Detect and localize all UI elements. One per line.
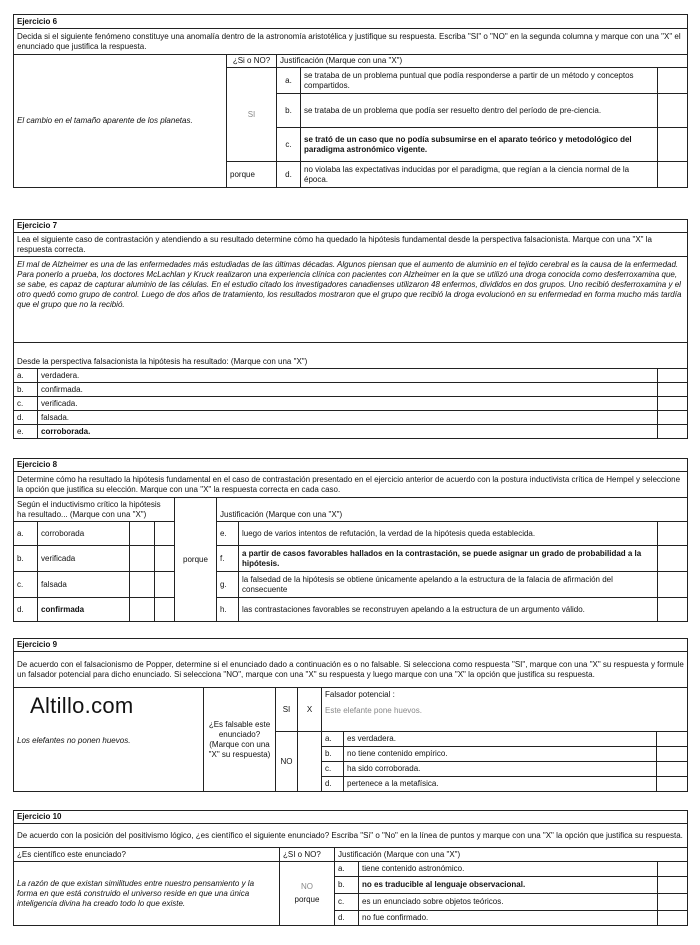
- justification-letter: g.: [217, 572, 239, 598]
- option-letter: c.: [277, 128, 301, 162]
- justification-text: luego de varios intentos de refutación, la verdad de la hipótesis queda establecida.: [239, 522, 658, 546]
- exercise-title: Ejercicio 9: [14, 639, 688, 652]
- mark-box[interactable]: [658, 128, 688, 162]
- option-letter: d.: [335, 911, 359, 926]
- mark-box[interactable]: [658, 425, 688, 439]
- exercise-title: Ejercicio 10: [14, 811, 688, 824]
- exercise-instruction: Decida si el siguiente fenómeno constituye una anomalía dentro de la astronomía aristotélica y justifique su respuesta. Escriba "SI" o "NO" en la segunda columna y marque con una "X" el enunciado que justifica la respuesta.: [14, 29, 688, 55]
- exercise-instruction: De acuerdo con la posición del positivismo lógico, ¿es científico el siguiente enunciado? Escriba "Si" o "No" en la línea de puntos y marque con una "X" la opción que justifica su respuesta.: [14, 824, 688, 848]
- result-text: corroborada: [38, 522, 130, 546]
- result-letter: a.: [14, 522, 38, 546]
- mark-box[interactable]: [658, 546, 688, 572]
- case-text: El mal de Alzheimer es una de las enfermedades más estudiadas de las últimas décadas. Algunos piensan que el aumento de aluminio en el tejido cerebral es la causa de la enfermedad. Para ponerlo a prueba, los doctores McLachlan y Kruck realizaron una experiencia clínica con pacientes con Alzheimer en la que se utilizó una droga conocida como desferroxamina que, se sabe, es capaz de capturar aluminio de las células. En el estudio citado los investigadores canadienses utilizaron 48 enfermos, divididos en dos grupos. Uno recibió desferroxamina y el otro quedó como grupo de control. Luego de dos años de tratamiento, los resultados mostraron que el grupo que recibió la droga evolucionó en su enfermedad en forma mucho más tardía que el grupo que no la recibió.: [14, 257, 688, 343]
- no-mark[interactable]: [298, 732, 322, 792]
- option-text: verdadera.: [38, 369, 658, 383]
- justification-text: la falsedad de la hipótesis se obtiene únicamente apelando a la estructura de la falacia de afirmación del consecuente: [239, 572, 658, 598]
- exercise-instruction: Lea el siguiente caso de contrastación y atendiendo a su resultado determine cómo ha quedado la hipótesis fundamental desde la perspectiva falsacionista. Marque con una "X" la respuesta correcta.: [14, 233, 688, 257]
- mark-box[interactable]: [658, 862, 688, 877]
- result-text: confirmada: [38, 598, 130, 622]
- option-letter: b.: [322, 747, 344, 762]
- option-text: se trató de un caso que no podía subsumirse en el aparato teórico y metodológico del paradigma astronómico vigente.: [301, 128, 658, 162]
- option-text: verificada.: [38, 397, 658, 411]
- exercise-10: [13, 810, 688, 926]
- statement-cell: [14, 688, 204, 792]
- col-question-header: ¿Es científico este enunciado?: [14, 848, 280, 862]
- falsable-question: ¿Es falsable este enunciado? (Marque con una "X" su respuesta): [204, 688, 276, 792]
- option-text: falsada.: [38, 411, 658, 425]
- falsador-cell: [322, 688, 688, 732]
- col-justification-header: Justificación (Marque con una "X"): [335, 848, 688, 862]
- exercise-7: [13, 219, 688, 439]
- option-letter: c.: [322, 762, 344, 777]
- si-mark[interactable]: X: [298, 688, 322, 732]
- option-text: ha sido corroborada.: [344, 762, 657, 777]
- option-text: se trataba de un problema que podía ser resuelto dentro del período de pre-ciencia.: [301, 94, 658, 128]
- mark-box[interactable]: [658, 894, 688, 911]
- option-letter: b.: [277, 94, 301, 128]
- results-header: Según el inductivismo crítico la hipótesis ha resultado... (Marque con una "X"): [14, 498, 175, 522]
- mark-box[interactable]: [658, 877, 688, 894]
- exercise-title: Ejercicio 6: [14, 15, 688, 29]
- mark-box[interactable]: [130, 598, 155, 622]
- mark-box[interactable]: [658, 598, 688, 622]
- result-letter: d.: [14, 598, 38, 622]
- option-text: no violaba las expectativas inducidas por el paradigma, que regían a la ciencia normal de la época.: [301, 162, 658, 188]
- mark-box[interactable]: [658, 162, 688, 188]
- mark-box[interactable]: [658, 411, 688, 425]
- exercise-instruction: Determine cómo ha resultado la hipótesis fundamental en el caso de contrastación presentado en el ejercicio anterior de acuerdo con la postura inductivista crítica de Hempel y seleccione la opción que justifica su elección. Marque con una "X" la respuesta correcta en cada caso.: [14, 472, 688, 498]
- spacer-cell: [155, 598, 175, 622]
- col-si-no-header: ¿Si o NO?: [227, 55, 277, 68]
- mark-box[interactable]: [130, 572, 155, 598]
- mark-box[interactable]: [658, 572, 688, 598]
- result-letter: c.: [14, 572, 38, 598]
- porque-label: porque: [294, 895, 320, 904]
- phenomenon-cell: El cambio en el tamaño aparente de los planetas.: [14, 55, 227, 188]
- option-text: tiene contenido astronómico.: [359, 862, 658, 877]
- mark-box[interactable]: [658, 383, 688, 397]
- col-justification-header: Justificación (Marque con una "X"): [277, 55, 688, 68]
- exercise-instruction: De acuerdo con el falsacionismo de Popper, determine si el enunciado dado a continuación es o no falsable. Si selecciona como respuesta "SI", marque con una "X" su respuesta y formule un falsador potencial para dicho enunciado. Si selecciona "NO", marque con una "X" su respuesta y luego marque con una "X" la opción que justifica su respuesta.: [14, 652, 688, 688]
- option-text: confirmada.: [38, 383, 658, 397]
- justification-header: Justificación (Marque con una "X"): [217, 498, 688, 522]
- mark-box[interactable]: [658, 522, 688, 546]
- result-text: falsada: [38, 572, 130, 598]
- option-letter: a.: [322, 732, 344, 747]
- altillo-logo: Altillo.com: [30, 693, 134, 718]
- option-text: no fue confirmado.: [359, 911, 658, 926]
- exercise-6: [13, 14, 688, 188]
- justification-letter: f.: [217, 546, 239, 572]
- mark-box[interactable]: [658, 94, 688, 128]
- answer-field[interactable]: SI: [227, 68, 277, 162]
- result-letter: b.: [14, 546, 38, 572]
- exercise-title: Ejercicio 8: [14, 459, 688, 472]
- option-text: no tiene contenido empírico.: [344, 747, 657, 762]
- falsador-label: Falsador potencial :: [325, 690, 395, 699]
- option-text: no es traducible al lenguaje observacional.: [359, 877, 658, 894]
- answer-value: NO: [301, 882, 313, 891]
- exercise-title: Ejercicio 7: [14, 220, 688, 233]
- porque-label: porque: [175, 498, 217, 622]
- option-text: corroborada.: [38, 425, 658, 439]
- option-letter: a.: [14, 369, 38, 383]
- option-letter: d.: [322, 777, 344, 792]
- justification-text: a partir de casos favorables hallados en la contrastación, se puede asignar un grado de probabilidad a la hipótesis.: [239, 546, 658, 572]
- answer-field[interactable]: [280, 862, 335, 926]
- statement-text: La razón de que existan similitudes entre nuestro pensamiento y la forma en que está construido el universo reside en que una única inteligencia divina ha creado todo lo que existe.: [14, 862, 280, 926]
- exercise-9: [13, 638, 688, 792]
- option-text: es verdadera.: [344, 732, 657, 747]
- option-letter: d.: [277, 162, 301, 188]
- option-letter: a.: [335, 862, 359, 877]
- mark-box[interactable]: [658, 68, 688, 94]
- spacer-cell: [155, 572, 175, 598]
- mark-box[interactable]: [130, 546, 155, 572]
- no-label: NO: [276, 732, 298, 792]
- option-letter: d.: [14, 411, 38, 425]
- option-text: es un enunciado sobre objetos teóricos.: [359, 894, 658, 911]
- mark-box[interactable]: [657, 732, 688, 747]
- mark-box[interactable]: [658, 911, 688, 926]
- porque-label: porque: [227, 162, 277, 188]
- justification-letter: h.: [217, 598, 239, 622]
- statement-text: Los elefantes no ponen huevos.: [17, 735, 131, 745]
- option-letter: c.: [335, 894, 359, 911]
- option-letter: b.: [335, 877, 359, 894]
- mark-box[interactable]: [657, 762, 688, 777]
- option-letter: b.: [14, 383, 38, 397]
- justification-letter: e.: [217, 522, 239, 546]
- question-text: Desde la perspectiva falsacionista la hipótesis ha resultado: (Marque con una "X"): [14, 343, 688, 369]
- falsador-value[interactable]: Este elefante pone huevos.: [325, 706, 422, 715]
- option-text: pertenece a la metafísica.: [344, 777, 657, 792]
- mark-box[interactable]: [658, 369, 688, 383]
- col-si-no-header: ¿SI o NO?: [280, 848, 335, 862]
- option-letter: e.: [14, 425, 38, 439]
- si-label: SI: [276, 688, 298, 732]
- option-text: se trataba de un problema puntual que podía responderse a partir de un método y conceptos compartidos.: [301, 68, 658, 94]
- mark-box[interactable]: [130, 522, 155, 546]
- result-text: verificada: [38, 546, 130, 572]
- option-letter: a.: [277, 68, 301, 94]
- justification-text: las contrastaciones favorables se reconstruyen apelando a la estructura de un argumento válido.: [239, 598, 658, 622]
- spacer-cell: [155, 522, 175, 546]
- spacer-cell: [155, 546, 175, 572]
- mark-box[interactable]: [658, 397, 688, 411]
- mark-box[interactable]: [657, 777, 688, 792]
- mark-box[interactable]: [657, 747, 688, 762]
- exercise-8: [13, 458, 688, 622]
- option-letter: c.: [14, 397, 38, 411]
